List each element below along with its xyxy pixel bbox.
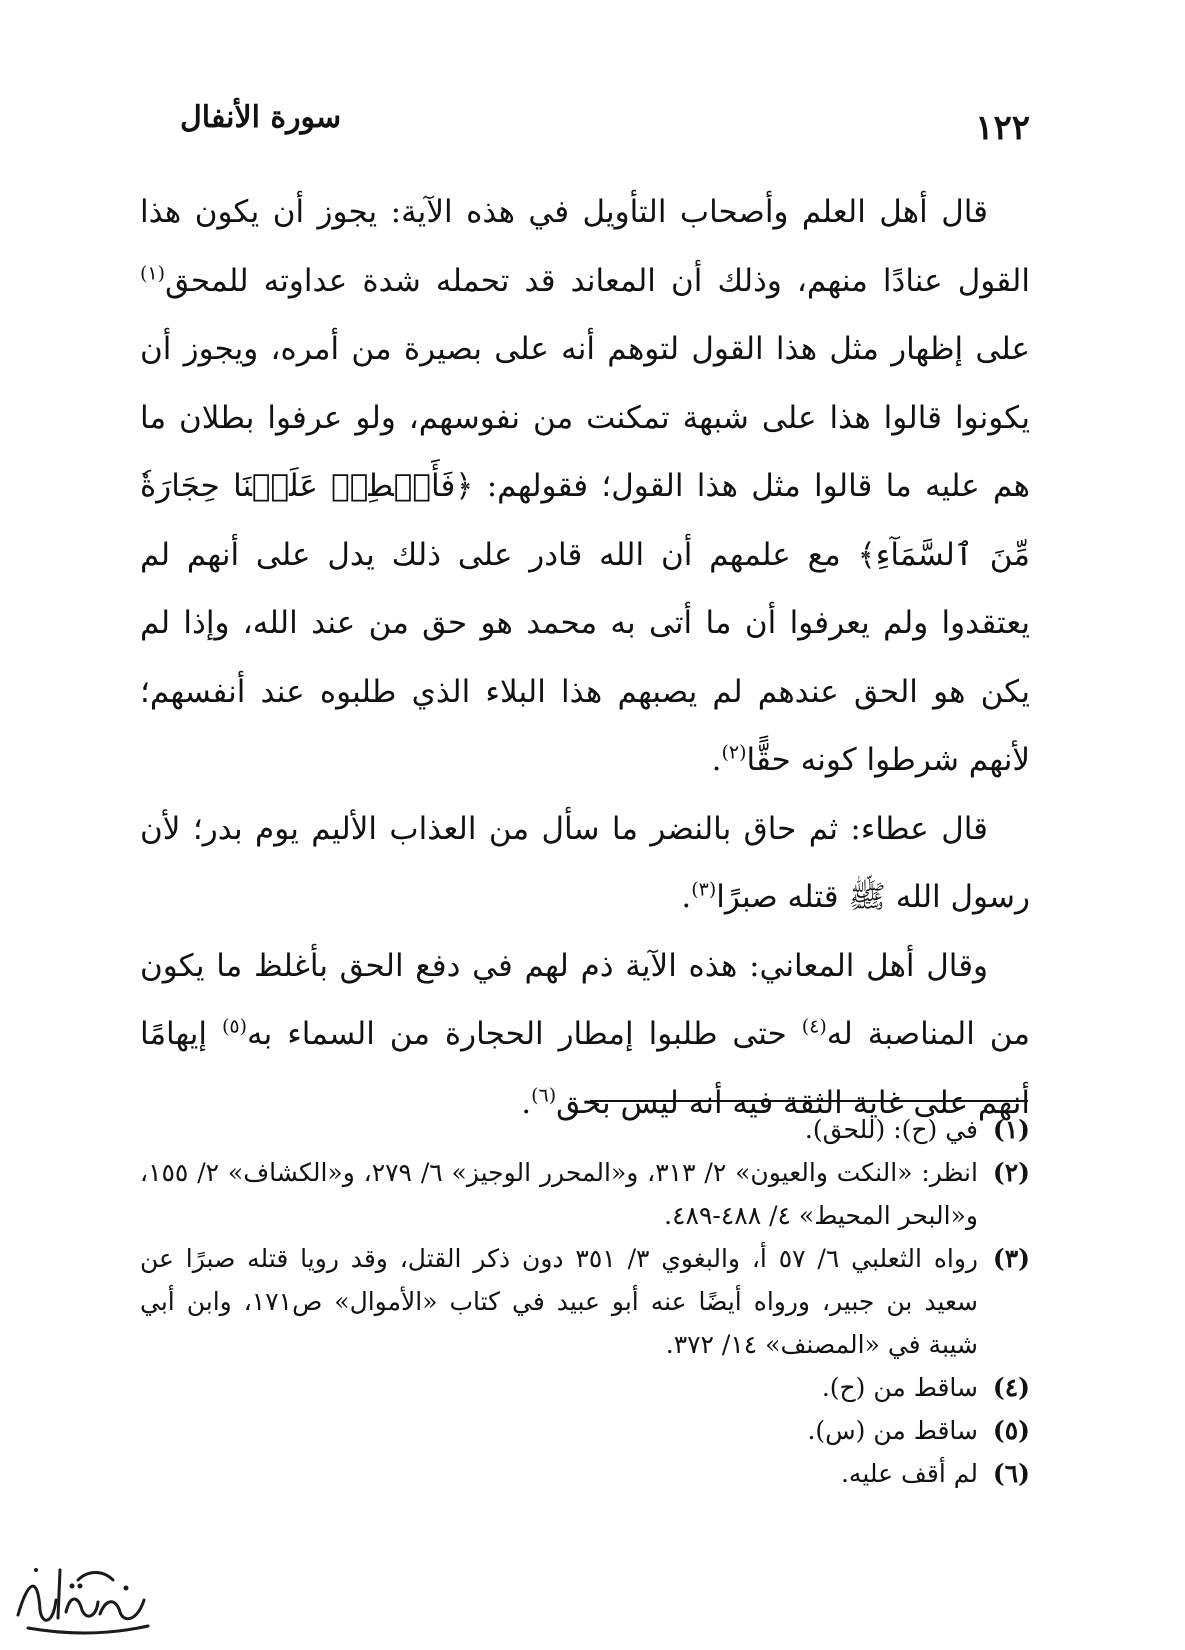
page-header (180, 100, 1030, 160)
text-run: إيهامًا أنهم على غاية الثقة فيه أنه ليس بحق (140, 1016, 1030, 1121)
text-run: قال أهل العلم وأصحاب التأويل في هذه الآية: يجوز أن يكون هذا القول عنادًا منهم، وذلك أن المعاند قد تحمله شدة عداوته للمحق (140, 194, 1030, 299)
footnote-ref-2[interactable]: (٢) (721, 741, 747, 764)
text-run: مع علمهم أن الله قادر على ذلك يدل على أنهم لم يعتقدوا ولم يعرفوا أن ما أتى به محمد هو حق من عند الله، وإذا لم يكن هو الحق عندهم لم يصبهم هذا البلاء الذي طلبوه عند أنفسهم؛ لأنهم شرطوا كونه حقًّا (140, 536, 1030, 778)
footnote-text: لم أقف عليه. (840, 1459, 978, 1488)
main-text (140, 178, 1030, 1137)
footnote-number: (١) (992, 1115, 1030, 1144)
footnote-text: ساقط من (ح). (821, 1373, 978, 1402)
text-run: . (681, 879, 692, 915)
watermark-logo (8, 1540, 158, 1640)
footnote-ref-3[interactable]: (٣) (691, 878, 717, 901)
footnote-divider (590, 1100, 1028, 1102)
page-number: ١٢٢ (975, 108, 1030, 148)
footnote-number: (٥) (992, 1416, 1030, 1445)
text-run: . (521, 1084, 532, 1121)
footnote-text: انظر: «النكت والعيون» ٢/ ٣١٣، و«المحرر الوجيز» ٦/ ٢٧٩، و«الكشاف» ٢/ ١٥٥، و«البحر المحيط» ٤/ ٤٨٨-٤٨٩. (140, 1158, 978, 1230)
text-run: قال عطاء: ثم حاق بالنضر ما سأل من العذاب الأليم يوم بدر؛ لأن رسول الله ﷺ قتله صبرًا (140, 810, 1030, 915)
footnote-ref-5[interactable]: (٥) (221, 1015, 248, 1038)
footnotes (140, 1108, 1030, 1495)
footnote-item (140, 1151, 1030, 1237)
footnote-number: (٤) (992, 1373, 1030, 1402)
quran-verse-quote: ﴿فَأَمۡطِرۡ عَلَيۡنَا حِجَارَةٗ مِّنَ ٱلسَّمَآءِ﴾ (140, 468, 1030, 573)
footnote-text: في (ح): (للحق). (804, 1115, 978, 1144)
footnote-number: (٢) (992, 1158, 1030, 1187)
paragraph-3 (140, 932, 1030, 1138)
footnote-ref-4[interactable]: (٤) (801, 1015, 827, 1038)
text-run: . (711, 742, 722, 778)
footnote-item (140, 1108, 1030, 1151)
text-run: حتى طلبوا إمطار الحجارة من السماء به (247, 1016, 802, 1052)
paragraph-1 (140, 178, 1030, 795)
footnote-ref-6[interactable]: (٦) (531, 1084, 557, 1107)
text-run: على إظهار مثل هذا القول لتوهم أنه على بصيرة من أمره، ويجوز أن يكونوا قالوا هذا على شبهة تمكنت من نفوسهم، ولو عرفوا بطلان ما هم عليه ما قالوا مثل هذا القول؛ فقولهم: (140, 331, 1030, 504)
footnote-ref-1[interactable]: (١) (140, 262, 166, 285)
footnote-item (140, 1409, 1030, 1452)
footnote-text: رواه الثعلبي ٦/ ٥٧ أ، والبغوي ٣/ ٣٥١ دون ذكر القتل، وقد رويا قتله صبرًا عن سعيد بن جبير، ورواه أيضًا عنه أبو عبيد في كتاب «الأموال» ص١٧١، وابن أبي شيبة في «المصنف» ١٤/ ٣٧٢. (140, 1244, 979, 1359)
paragraph-2 (140, 795, 1030, 932)
footnote-item (140, 1452, 1030, 1495)
footnote-item (140, 1366, 1030, 1409)
footnote-number: (٦) (992, 1459, 1030, 1488)
surah-title: سورة الأنفال (180, 100, 342, 135)
text-run: وقال أهل المعاني: هذه الآية ذم لهم في دفع الحق بأغلظ ما يكون من المناصبة له (140, 947, 1030, 1052)
footnote-item (140, 1237, 1030, 1366)
footnote-number: (٣) (992, 1244, 1030, 1273)
footnote-text: ساقط من (س). (807, 1416, 978, 1445)
